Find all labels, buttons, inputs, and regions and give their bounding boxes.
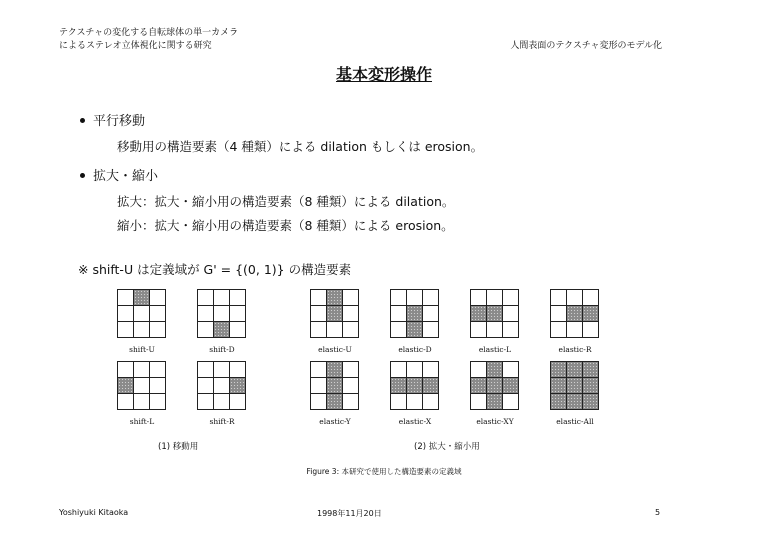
grid-cell [551,322,567,338]
grid-cell-active [567,306,583,322]
grid-cell [407,290,423,306]
grid-cell-active [327,362,343,378]
grid-cell [423,394,439,410]
section-line-shrink: 縮小：拡大・縮小用の構造要素（8 種類）による erosion。 [117,218,454,233]
bullet-icon [80,118,85,123]
grid-cell-active [327,378,343,394]
grid-cell-active [567,378,583,394]
grid-cell [327,322,343,338]
structuring-element-label: shift-R [209,417,235,426]
grid-cell-active [487,378,503,394]
grid-cell-active [567,394,583,410]
grid-cell [198,394,214,410]
structuring-element-label: shift-L [129,417,155,426]
grid-cell-active [391,378,407,394]
grid-cell-active [230,378,246,394]
grid-cell [391,362,407,378]
grid-cell [311,378,327,394]
structuring-element-label: elastic-R [558,345,592,354]
grid-cell [214,362,230,378]
bullet-icon [80,173,85,178]
header-left-line2: によるステレオ立体視化に関する研究 [59,41,212,51]
grid-cell [198,306,214,322]
grid-cell-active [423,378,439,394]
section-heading-translation: 平行移動 [93,114,146,129]
grid-cell [214,378,230,394]
grid-cell [503,290,519,306]
grid-cell-active [471,378,487,394]
grid-cell [134,378,150,394]
grid-cell-active [407,322,423,338]
structuring-element-grid [550,289,599,338]
structuring-element-note: ※ shift-U は定義域が G' = {(0, 1)} の構造要素 [78,262,352,277]
grid-cell [150,362,166,378]
header-left-line1: テクスチャの変化する自転球体の単一カメラ [59,28,239,38]
grid-cell [230,322,246,338]
grid-cell [567,290,583,306]
structuring-element-label: shift-U [129,345,155,354]
grid-cell [423,306,439,322]
grid-cell-active [471,306,487,322]
grid-cell [118,306,134,322]
grid-cell [198,378,214,394]
grid-cell [471,290,487,306]
grid-cell-active [583,378,599,394]
grid-cell [230,290,246,306]
grid-cell [567,322,583,338]
figure-caption: Figure 3: 本研究で使用した構造要素の定義域 [306,467,462,476]
grid-cell-active [583,394,599,410]
structuring-element-label: elastic-U [318,345,352,354]
grid-cell-active [487,362,503,378]
grid-cell [230,306,246,322]
grid-cell-active [567,362,583,378]
grid-cell [150,306,166,322]
grid-cell [343,306,359,322]
grid-cell [311,306,327,322]
grid-cell-active [583,362,599,378]
grid-cell [487,290,503,306]
section-line-expand: 拡大：拡大・縮小用の構造要素（8 種類）による dilation。 [117,194,455,209]
grid-cell [311,394,327,410]
grid-cell [198,362,214,378]
grid-cell [134,306,150,322]
grid-cell [343,322,359,338]
structuring-element-grid [117,289,166,338]
grid-cell [118,362,134,378]
grid-cell-active [407,306,423,322]
grid-cell-active [551,394,567,410]
grid-cell [198,322,214,338]
grid-cell [118,322,134,338]
structuring-element-label: elastic-D [398,345,432,354]
group-caption-scaling: (2) 拡大・縮小用 [414,442,480,452]
grid-cell [214,394,230,410]
grid-cell [391,322,407,338]
grid-cell-active [214,322,230,338]
structuring-element-grid [117,361,166,410]
structuring-element-grid [550,361,599,410]
structuring-element-label: elastic-X [398,417,432,426]
grid-cell [583,322,599,338]
footer-date: 1998年11月20日 [317,509,382,518]
grid-cell [311,362,327,378]
grid-cell-active [134,290,150,306]
structuring-element-label: elastic-All [556,417,594,426]
structuring-element-grid [390,361,439,410]
grid-cell-active [551,362,567,378]
grid-cell [423,290,439,306]
structuring-element-grid [470,289,519,338]
grid-cell [343,394,359,410]
grid-cell-active [327,394,343,410]
grid-cell [423,362,439,378]
grid-cell [230,394,246,410]
structuring-element-label: elastic-XY [476,417,514,426]
structuring-element-label: shift-D [209,345,235,354]
grid-cell-active [327,306,343,322]
grid-cell [343,362,359,378]
grid-cell [134,362,150,378]
page-title: 基本変形操作 [335,65,432,84]
grid-cell-active [551,378,567,394]
grid-cell [503,394,519,410]
grid-cell [150,322,166,338]
structuring-element-grid [310,289,359,338]
structuring-element-grid [197,289,246,338]
grid-cell [343,290,359,306]
grid-cell-active [487,394,503,410]
grid-cell [150,394,166,410]
grid-cell [343,378,359,394]
section-heading-scaling: 拡大・縮小 [93,169,159,184]
grid-cell [150,290,166,306]
grid-cell [150,378,166,394]
grid-cell [118,290,134,306]
grid-cell [118,394,134,410]
grid-cell [134,322,150,338]
structuring-element-grid [310,361,359,410]
grid-cell-active [327,290,343,306]
grid-cell [391,290,407,306]
structuring-element-grid [197,361,246,410]
grid-cell [551,306,567,322]
grid-cell [471,362,487,378]
grid-cell-active [583,306,599,322]
section-line-translation: 移動用の構造要素（4 種類）による dilation もしくは erosion。 [117,139,484,154]
grid-cell [487,322,503,338]
grid-cell [503,306,519,322]
grid-cell [471,322,487,338]
grid-cell-active [503,378,519,394]
grid-cell [503,322,519,338]
grid-cell [214,290,230,306]
grid-cell [230,362,246,378]
footer-author: Yoshiyuki Kitaoka [59,508,129,517]
grid-cell [134,394,150,410]
footer-page-number: 5 [655,508,661,517]
grid-cell [407,362,423,378]
structuring-element-grid [470,361,519,410]
grid-cell-active [118,378,134,394]
grid-cell [198,290,214,306]
structuring-element-label: elastic-L [478,345,512,354]
group-caption-translation: (1) 移動用 [158,442,199,452]
grid-cell [471,394,487,410]
grid-cell [391,306,407,322]
grid-cell [583,290,599,306]
header-right: 人間表面のテクスチャ変形のモデル化 [510,41,662,51]
grid-cell-active [487,306,503,322]
grid-cell [391,394,407,410]
grid-cell [423,322,439,338]
grid-cell [407,394,423,410]
structuring-element-label: elastic-Y [319,417,351,426]
grid-cell [503,362,519,378]
grid-cell [214,306,230,322]
grid-cell [551,290,567,306]
grid-cell [311,322,327,338]
grid-cell-active [407,378,423,394]
grid-cell [311,290,327,306]
structuring-element-grid [390,289,439,338]
